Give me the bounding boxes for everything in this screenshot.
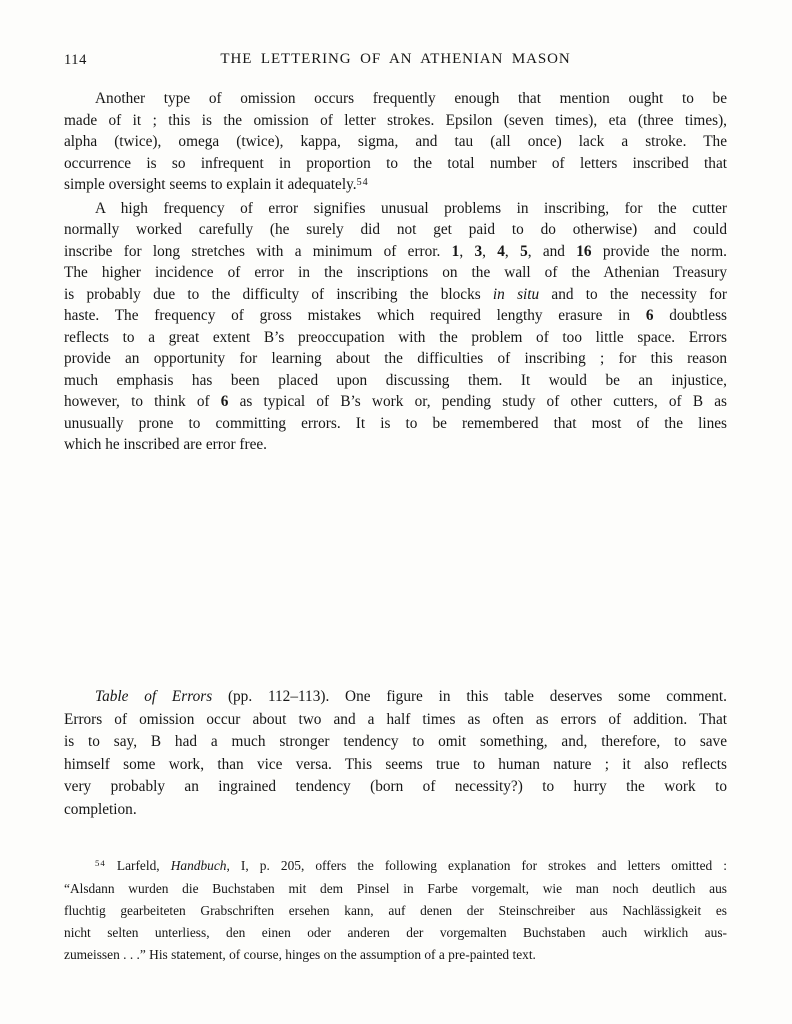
text-line: much emphasis has been placed upon discussing them. It would be an injustice, [64,371,727,389]
text-line: Errors of omission occur about two and a half times as often as errors of addition. That [64,710,727,728]
text-line: himself some work, than vice versa. This seems true to human nature ; it also reflects [64,755,727,773]
text-line: “Alsdann wurden die Buchstaben mit dem Pinsel in Farbe vorgemalt, wie man noch deutlich aus [64,881,727,896]
text-line: is to say, B had a much stronger tendency to omit something, and, therefore, to save [64,733,727,751]
running-title: THE LETTERING OF AN ATHENIAN MASON [220,51,571,67]
main-text [64,88,727,456]
text-line: provide an opportunity for learning about the difficulties of inscribing ; for this reason [64,350,727,367]
text-line: is probably due to the difficulty of inscribing the blocks in situ and to the necessity for [64,285,727,303]
text-line: unusually prone to committing errors. It is to be remembered that most of the lines [64,414,727,432]
text-line: The higher incidence of error in the inscriptions on the wall of the Athenian Treasury [64,264,727,281]
paragraph-table-of-errors [64,686,727,822]
text-line: Table of Errors (pp. 112–113). One figure in this table deserves some comment. [95,688,727,705]
text-line: occurrence is so infrequent in proportion to the total number of letters inscribed that [64,154,727,172]
footnote-area [64,855,727,966]
table-of-errors-comment [64,686,727,822]
text-line: reflects to a great extent B’s preoccupation with the problem of too little space. Errors [64,328,727,346]
text-line: fluchtig gearbeiteten Grabschriften ersehen kann, auf denen der Steinschreiber aus Nachlässigkeit es [64,903,727,918]
text-line: completion. [64,800,137,818]
page-number: 114 [64,52,88,68]
page-header [64,50,727,72]
text-line: alpha (twice), omega (twice), kappa, sigma, and tau (all once) lack a stroke. The [64,133,727,150]
text-line: however, to think of 6 as typical of B’s work or, pending study of other cutters, of B as [64,393,727,410]
paragraph-frequency-of-error [64,198,727,456]
footnote-54 [64,855,727,966]
text-line: normally worked carefully (he surely did not get paid to do otherwise) and could [64,221,727,238]
paragraph-omission-of-strokes [64,88,727,198]
text-line: Another type of omission occurs frequently enough that mention ought to be [95,90,727,107]
text-line: zumeissen . . .” His statement, of course, hinges on the assumption of a pre-painted text. [64,947,536,962]
text-line: haste. The frequency of gross mistakes which required lengthy erasure in 6 doubtless [64,307,727,324]
text-line: simple oversight seems to explain it adequately.$^{54}$ [64,176,369,193]
text-line: which he inscribed are error free. [64,436,267,453]
text-line: nicht selten unterliess, den einen oder anderen der vorgemalten Buchstaben auch wirklich aus- [64,925,727,940]
text-line: very probably an ingrained tendency (born of necessity?) to hurry the work to [64,778,727,796]
text-line: made of it ; this is the omission of letter strokes. Epsilon (seven times), eta (three times), [64,111,727,129]
text-line: A high frequency of error signifies unusual problems in inscribing, for the cutter [95,199,727,217]
text-line: inscribe for long stretches with a minimum of error. 1, 3, 4, 5, and 16 provide the norm. [64,242,727,260]
text-line: $^{54}$ Larfeld, Handbuch, I, p. 205, offers the following explanation for strokes and letters omitted : [95,858,727,873]
